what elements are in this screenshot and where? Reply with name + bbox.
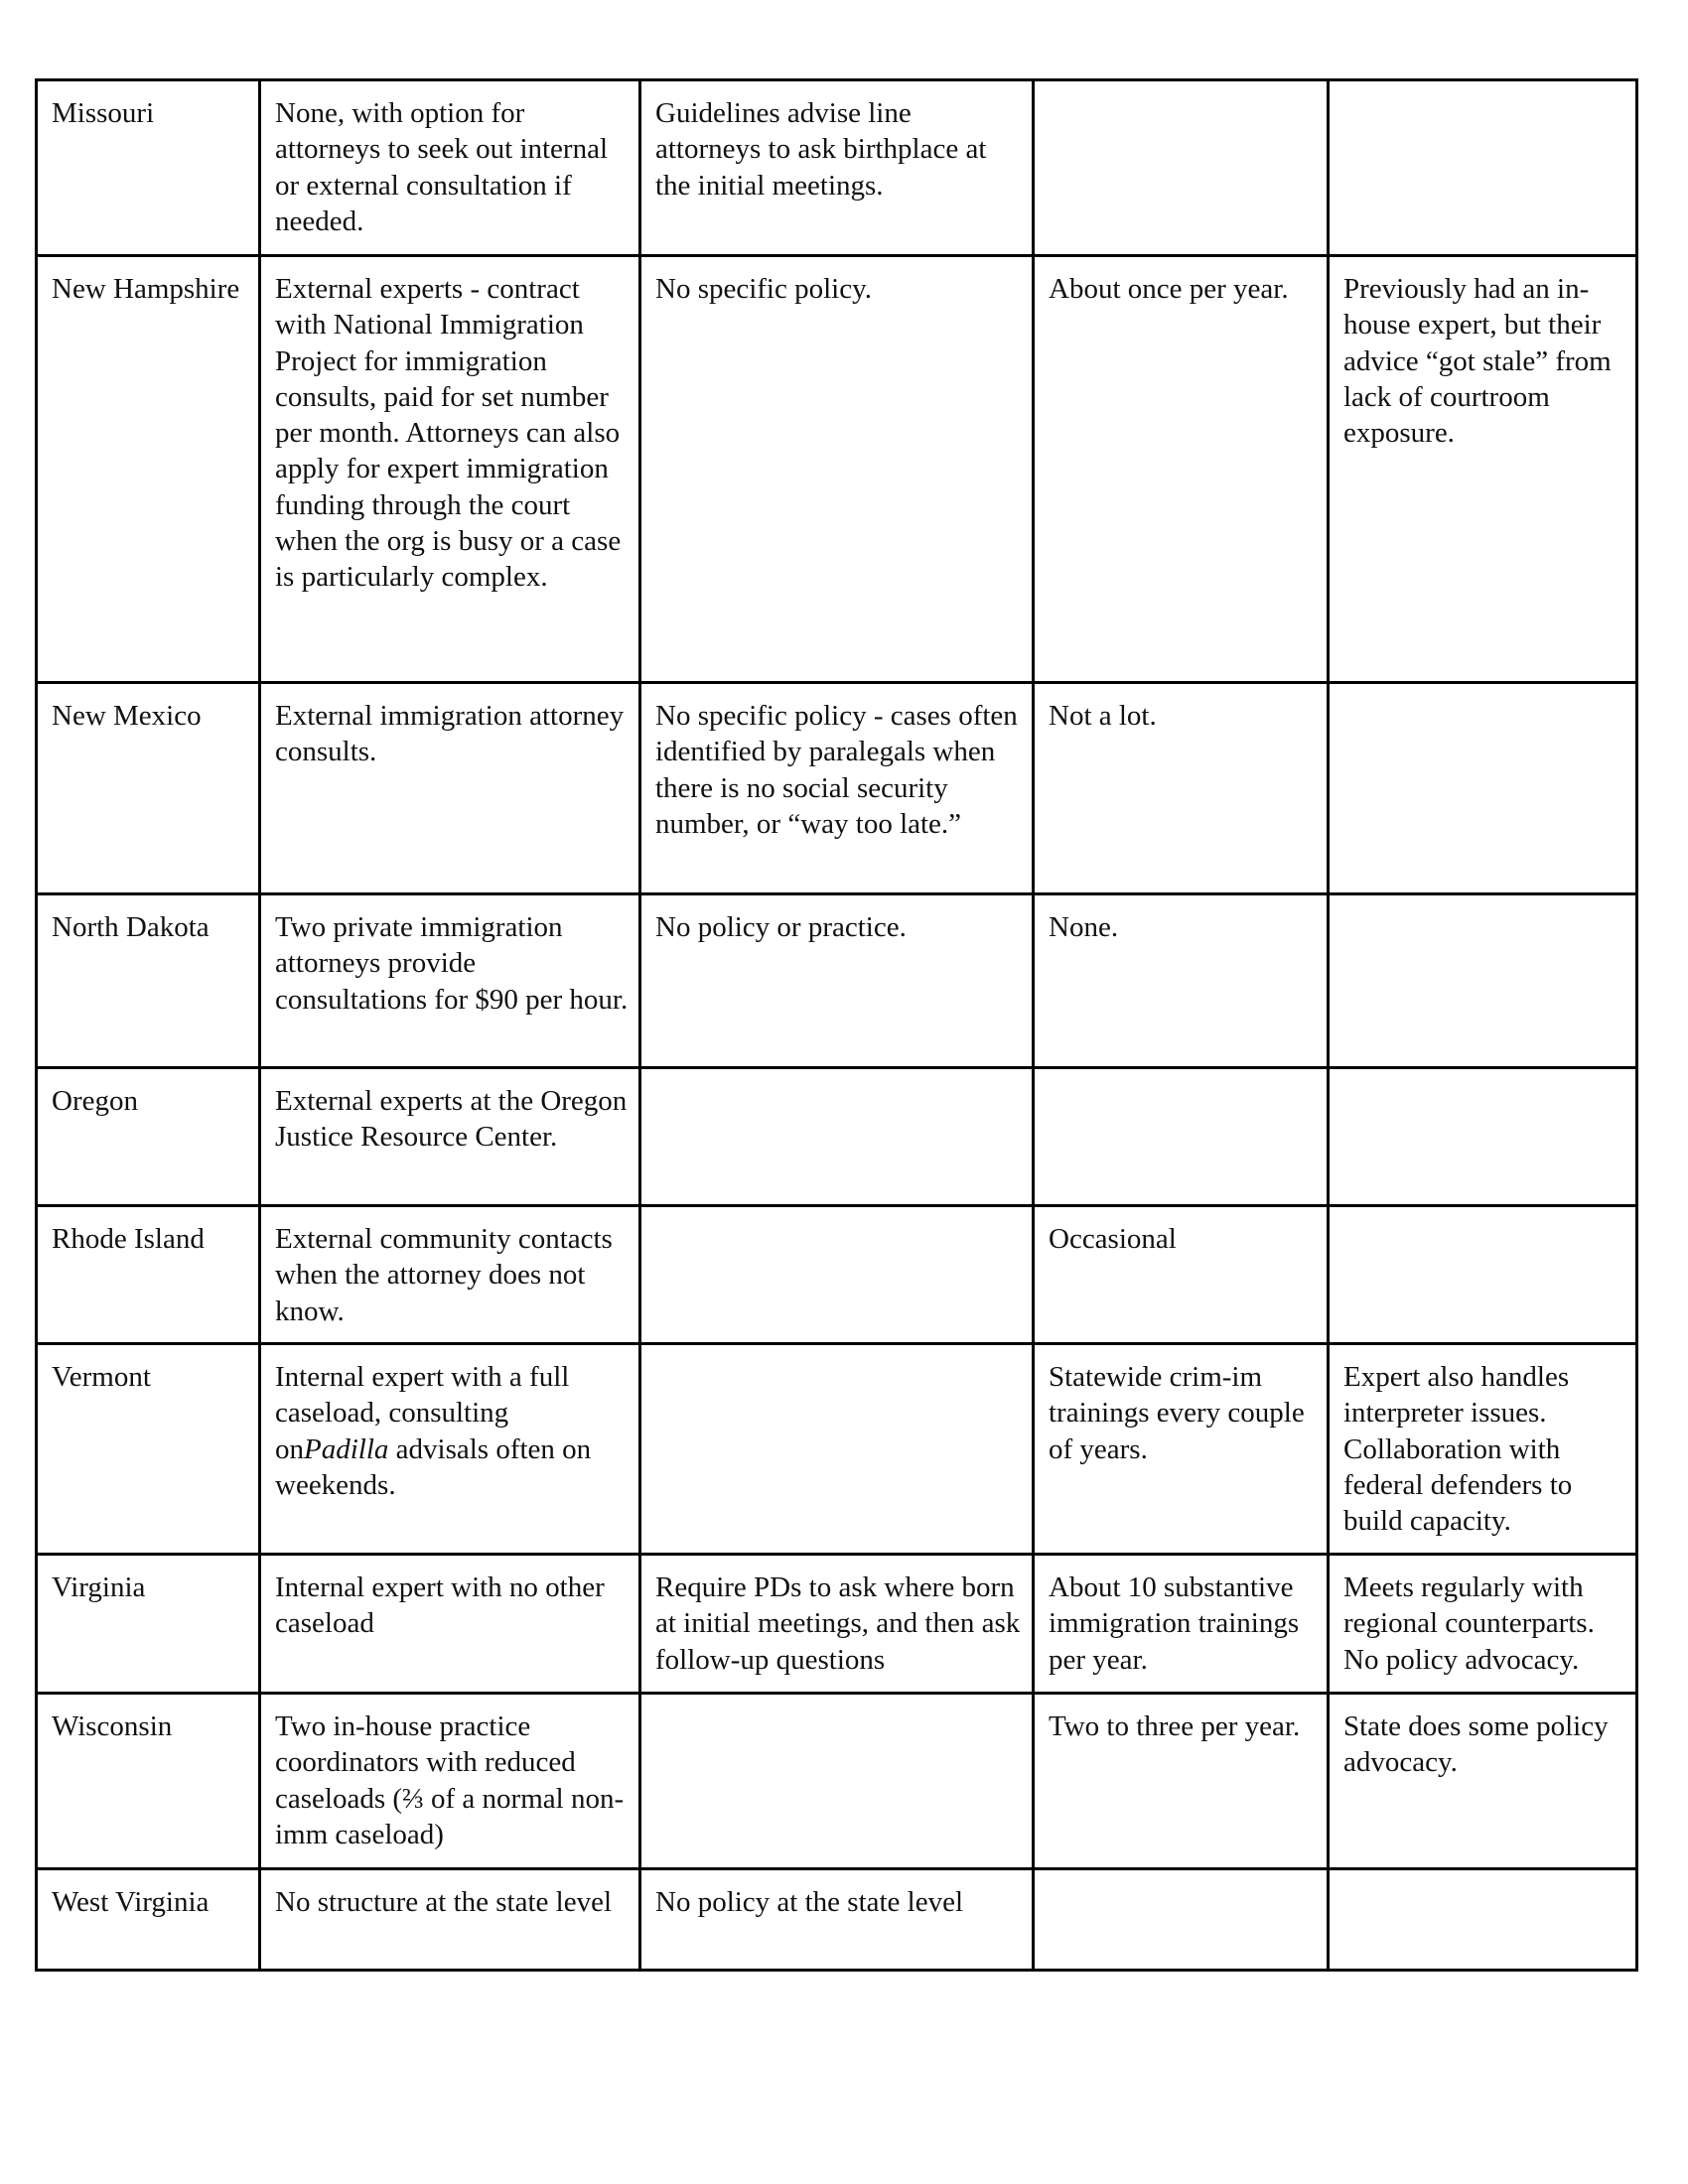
cell-notes — [1329, 1068, 1637, 1206]
cell-state: New Mexico — [37, 683, 260, 894]
cell-expertise-structure: Two in-house practice coordinators with reduced caseloads (⅔ of a normal non-imm caseload) — [260, 1694, 640, 1869]
table-row — [37, 1555, 1637, 1694]
cell-expertise-structure: External community contacts when the attorney does not know. — [260, 1206, 640, 1344]
cell-training-frequency: None. — [1034, 894, 1329, 1068]
cell-identification-policy: No policy or practice. — [640, 894, 1034, 1068]
cell-state: West Virginia — [37, 1869, 260, 1971]
table-row — [37, 1694, 1637, 1869]
cell-training-frequency: Occasional — [1034, 1206, 1329, 1344]
cell-training-frequency: About 10 substantive immigration trainings per year. — [1034, 1555, 1329, 1694]
cell-text-italic: Padilla — [304, 1433, 389, 1465]
cell-state: Wisconsin — [37, 1694, 260, 1869]
table-row — [37, 683, 1637, 894]
cell-training-frequency — [1034, 1068, 1329, 1206]
cell-identification-policy — [640, 1206, 1034, 1344]
cell-state: Rhode Island — [37, 1206, 260, 1344]
table-row — [37, 1068, 1637, 1206]
cell-expertise-structure: External experts at the Oregon Justice Resource Center. — [260, 1068, 640, 1206]
cell-identification-policy: Guidelines advise line attorneys to ask birthplace at the initial meetings. — [640, 80, 1034, 256]
cell-identification-policy — [640, 1694, 1034, 1869]
cell-notes: Meets regularly with regional counterparts. No policy advocacy. — [1329, 1555, 1637, 1694]
cell-notes — [1329, 1206, 1637, 1344]
cell-expertise-structure: External immigration attorney consults. — [260, 683, 640, 894]
cell-notes — [1329, 683, 1637, 894]
cell-identification-policy: No specific policy. — [640, 256, 1034, 683]
cell-expertise-structure — [260, 1344, 640, 1555]
cell-expertise-structure: Internal expert with no other caseload — [260, 1555, 640, 1694]
cell-identification-policy: Require PDs to ask where born at initial meetings, and then ask follow-up questions — [640, 1555, 1034, 1694]
state-practices-table — [35, 78, 1638, 1972]
cell-state: New Hampshire — [37, 256, 260, 683]
cell-notes: Previously had an in-house expert, but their advice “got stale” from lack of courtroom exposure. — [1329, 256, 1637, 683]
cell-identification-policy: No specific policy - cases often identified by paralegals when there is no social security number, or “way too late.” — [640, 683, 1034, 894]
cell-identification-policy — [640, 1068, 1034, 1206]
cell-notes — [1329, 80, 1637, 256]
cell-text-before: Internal expert with a full caseload, consulting on — [275, 1361, 570, 1465]
table-row — [37, 1344, 1637, 1555]
cell-expertise-structure: Two private immigration attorneys provide consultations for $90 per hour. — [260, 894, 640, 1068]
cell-state: Vermont — [37, 1344, 260, 1555]
cell-training-frequency: Two to three per year. — [1034, 1694, 1329, 1869]
cell-identification-policy: No policy at the state level — [640, 1869, 1034, 1971]
cell-text-after: advisals often on weekends. — [275, 1433, 592, 1501]
cell-state: Virginia — [37, 1555, 260, 1694]
cell-training-frequency — [1034, 1869, 1329, 1971]
cell-training-frequency — [1034, 80, 1329, 256]
cell-expertise-structure: No structure at the state level — [260, 1869, 640, 1971]
cell-identification-policy — [640, 1344, 1034, 1555]
cell-notes: Expert also handles interpreter issues. Collaboration with federal defenders to build capacity. — [1329, 1344, 1637, 1555]
cell-training-frequency: Not a lot. — [1034, 683, 1329, 894]
table-row — [37, 1206, 1637, 1344]
cell-expertise-structure: None, with option for attorneys to seek out internal or external consultation if needed. — [260, 80, 640, 256]
cell-state: Missouri — [37, 80, 260, 256]
table-row — [37, 256, 1637, 683]
cell-notes — [1329, 894, 1637, 1068]
table-row — [37, 894, 1637, 1068]
table-row — [37, 80, 1637, 256]
cell-training-frequency: Statewide crim-im trainings every couple of years. — [1034, 1344, 1329, 1555]
cell-expertise-structure: External experts - contract with National Immigration Project for immigration consults, paid for set number per month. Attorneys can also apply for expert immigration funding through the court when the org is busy or a case is particularly complex. — [260, 256, 640, 683]
cell-state: Oregon — [37, 1068, 260, 1206]
cell-training-frequency: About once per year. — [1034, 256, 1329, 683]
table-row — [37, 1869, 1637, 1971]
cell-state: North Dakota — [37, 894, 260, 1068]
cell-notes: State does some policy advocacy. — [1329, 1694, 1637, 1869]
cell-notes — [1329, 1869, 1637, 1971]
